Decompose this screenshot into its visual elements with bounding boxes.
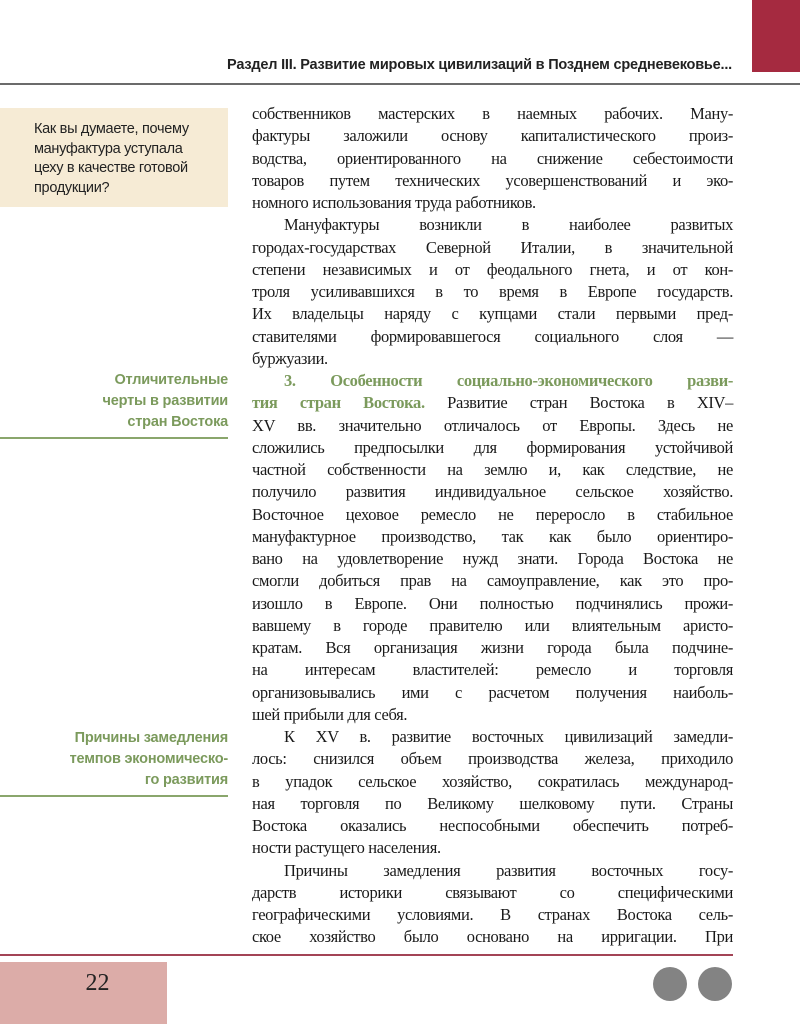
text-line xyxy=(252,281,733,303)
text-line xyxy=(252,682,733,704)
text-segment: изошло в Европе. Они полностью подчинялись прожи- xyxy=(252,593,733,613)
margin-heading-line: темпов экономическо- xyxy=(69,751,228,767)
text-segment: К XV в. развитие восточных цивилизаций замедли- xyxy=(284,727,733,746)
text-segment: водства, ориентированного на снижение себестоимости xyxy=(252,148,733,168)
text-segment: городах-государствах Северной Италии, в значительной xyxy=(252,237,733,257)
margin-heading-line: черты в развитии xyxy=(102,393,228,409)
text-line xyxy=(252,504,733,526)
text-segment: Востока оказались неспособными обеспечить потреб- xyxy=(252,816,733,835)
text-line xyxy=(252,637,733,659)
header-divider xyxy=(0,83,800,85)
footer-divider xyxy=(0,954,733,956)
text-line xyxy=(252,259,733,281)
text-line xyxy=(252,125,733,147)
text-line xyxy=(252,659,733,681)
text-line xyxy=(252,926,733,948)
decorative-circle-icon xyxy=(698,967,732,1001)
text-line xyxy=(252,837,733,859)
margin-heading-divider xyxy=(0,795,228,797)
main-text xyxy=(252,103,733,949)
text-segment: Мануфактуры возникли в наиболее развитых xyxy=(284,215,733,235)
text-segment: кратам. Вся организация жизни города была подчине- xyxy=(252,638,733,657)
text-segment: лось: снизился объем производства железа, приходило xyxy=(252,749,733,769)
text-segment: в упадок сельское хозяйство, сократилась международ- xyxy=(252,771,733,791)
text-segment: дарств историки связывают со специфическими xyxy=(252,882,733,902)
text-line xyxy=(252,103,733,125)
question-line: цеху в качестве готовой xyxy=(34,160,188,176)
text-line xyxy=(252,793,733,815)
text-line xyxy=(252,214,733,236)
text-line xyxy=(252,548,733,570)
margin-heading-line: стран Востока xyxy=(127,414,228,430)
text-segment: ское хозяйство было основано на ирригации. При xyxy=(252,927,733,947)
text-segment: Их владельцы наряду с купцами стали первыми пред- xyxy=(252,304,733,324)
text-line xyxy=(252,771,733,793)
text-segment: смогли добиться прав на самоуправление, как это про- xyxy=(252,571,733,591)
text-segment: товаров путем технических усовершенствований и эко- xyxy=(252,170,733,190)
text-line xyxy=(252,370,733,392)
margin-heading-line: Отличительные xyxy=(114,372,228,388)
text-segment: получило развития индивидуальное сельское хозяйство. xyxy=(252,482,733,502)
text-segment: Причины замедления развития восточных госу- xyxy=(284,860,733,880)
text-line xyxy=(252,326,733,348)
text-line xyxy=(252,726,733,748)
question-line: Как вы думаете, почему xyxy=(34,121,189,137)
text-line xyxy=(252,526,733,548)
text-segment: вано на удовлетворение нужд знати. Города Востока не xyxy=(252,549,733,568)
text-line xyxy=(252,148,733,170)
text-line xyxy=(252,192,733,214)
text-segment: географическими условиями. В странах Востока сель- xyxy=(252,905,733,924)
text-line xyxy=(252,904,733,926)
margin-heading-divider xyxy=(0,437,228,439)
text-line xyxy=(252,593,733,615)
margin-heading-east-features xyxy=(0,370,228,433)
text-line xyxy=(252,303,733,325)
question-line: мануфактура уступала xyxy=(34,140,183,157)
text-segment: XV вв. значительно отличалось от Европы. Здесь не xyxy=(252,415,733,435)
text-segment: Развитие стран Востока в XIV– xyxy=(424,393,733,413)
text-segment: ставителями формировавшегося социального слоя — xyxy=(252,326,733,346)
margin-heading-line: го развития xyxy=(144,772,228,788)
text-segment: собственников мастерских в наемных рабочих. Ману- xyxy=(252,104,733,123)
text-line xyxy=(252,170,733,192)
section-heading-inline: тия стран Востока. xyxy=(252,393,425,413)
text-line xyxy=(252,860,733,882)
text-line xyxy=(252,348,733,370)
section-heading-inline: 3. Особенности социально-экономического разви- xyxy=(284,371,733,390)
text-segment: Восточное цеховое ремесло не переросло в стабильное xyxy=(252,504,733,524)
text-line xyxy=(252,704,733,726)
text-segment: мануфактурное производство, так как было ориентиро- xyxy=(252,526,733,546)
text-line xyxy=(252,459,733,481)
text-segment: фактуры заложили основу капиталистического произ- xyxy=(252,126,733,146)
text-segment: буржуазии. xyxy=(252,348,328,368)
text-segment: шей прибыли для себя. xyxy=(252,704,408,724)
text-line xyxy=(252,882,733,904)
question-line: продукции? xyxy=(34,179,110,196)
text-segment: троля усиливавшихся в то время в Европе государств. xyxy=(252,282,733,301)
text-segment: организовывались ими с расчетом получения наиболь- xyxy=(252,682,733,702)
text-line xyxy=(252,748,733,770)
text-line xyxy=(252,237,733,259)
margin-heading-line: Причины замедления xyxy=(74,730,228,746)
question-note xyxy=(0,108,228,207)
text-line xyxy=(252,815,733,837)
text-segment: номного использования труда работников. xyxy=(252,193,536,212)
text-line xyxy=(252,437,733,459)
text-line xyxy=(252,392,733,414)
text-segment: сложились предпосылки для формирования устойчивой xyxy=(252,437,733,457)
text-line xyxy=(252,570,733,592)
margin-heading-slowdown-reasons xyxy=(0,728,228,791)
text-segment: степени независимых и от феодального гнета, и от кон- xyxy=(252,259,733,279)
page-number: 22 xyxy=(85,970,110,996)
running-header: Раздел III. Развитие мировых цивилизаций в Позднем средневековье... xyxy=(227,57,732,73)
text-line xyxy=(252,481,733,503)
text-segment: ности растущего населения. xyxy=(252,838,441,858)
chapter-color-tab xyxy=(752,0,800,72)
text-line xyxy=(252,415,733,437)
text-segment: ная торговля по Великому шелковому пути. Страны xyxy=(252,793,733,813)
text-segment: на интересам властителей: ремесло и торговля xyxy=(252,660,733,680)
text-segment: вавшему в городе правителю или влиятельным аристо- xyxy=(252,615,733,635)
decorative-circle-icon xyxy=(653,967,687,1001)
text-segment: частной собственности на землю и, как следствие, не xyxy=(252,460,733,479)
text-line xyxy=(252,615,733,637)
